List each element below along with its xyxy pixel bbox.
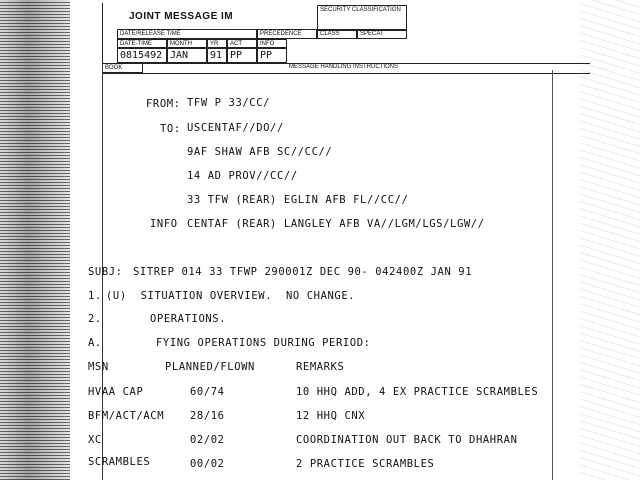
class-label: CLASS [317, 29, 357, 39]
security-classification-box [317, 5, 407, 31]
act-label: ACT [227, 39, 257, 48]
to-label: TO: [160, 123, 181, 135]
security-classification-label: SECURITY CLASSIFICATION [320, 7, 401, 13]
table-row-1-planned: 60/74 [190, 386, 225, 398]
to-line-2: 9AF SHAW AFB SC//CC// [187, 146, 333, 158]
table-row-2-msn: BFM/ACT/ACM [88, 410, 165, 422]
table-row-4-planned: 00/02 [190, 458, 225, 470]
table-row-2-remarks: 12 HHQ CNX [296, 410, 366, 422]
scan-shadow-edge [0, 0, 70, 480]
subject-text: SITREP 014 33 TFWP 290001Z DEC 90- 042400Z JAN 91 [133, 266, 473, 278]
item-a-text: FYING OPERATIONS DURING PERIOD: [156, 337, 371, 349]
item-2-number: 2. [88, 313, 102, 325]
column-header-planned: PLANNED/FLOWN [165, 361, 255, 373]
item-1-text: (U) SITUATION OVERVIEW. NO CHANGE. [106, 290, 356, 302]
month-value: JAN [167, 48, 207, 63]
dtg-value: 0815492 [117, 48, 167, 63]
handling-instructions-label: MESSAGE HANDLING INSTRUCTIONS [289, 64, 399, 70]
item-1-number: 1. [88, 290, 102, 302]
table-row-4-msn: SCRAMBLES [88, 456, 151, 468]
act-value: PP [227, 48, 257, 63]
table-row-3-planned: 02/02 [190, 434, 225, 446]
table-row-3-msn: XC [88, 434, 102, 446]
month-label: MONTH [167, 39, 207, 48]
to-line-4: 33 TFW (REAR) EGLIN AFB FL//CC// [187, 194, 409, 206]
to-line-1: USCENTAF//DO// [187, 122, 284, 134]
column-header-msn: MSN [88, 361, 109, 373]
info-addressee-label: INFO [150, 218, 178, 230]
info-value: PP [257, 48, 287, 63]
right-margin-line [552, 70, 553, 480]
precedence-label: PRECEDENCE [257, 29, 317, 39]
scan-noise [580, 0, 640, 480]
from-label: FROM: [146, 98, 181, 110]
table-row-4-remarks: 2 PRACTICE SCRAMBLES [296, 458, 435, 470]
specat-label: SPECAT [357, 29, 407, 39]
table-row-3-remarks: COORDINATION OUT BACK TO DHAHRAN [296, 434, 518, 446]
to-line-3: 14 AD PROV//CC// [187, 170, 298, 182]
yr-label: YR [207, 39, 227, 48]
yr-value: 91 [207, 48, 227, 63]
message-form-header [102, 3, 551, 83]
dtg-label: DATE-TIME [117, 39, 167, 48]
from-value: TFW P 33/CC/ [187, 97, 271, 109]
subject-label: SUBJ: [88, 266, 123, 278]
form-rule-bottom [102, 73, 590, 74]
item-a-number: A. [88, 337, 102, 349]
item-2-text: OPERATIONS. [150, 313, 227, 325]
column-header-remarks: REMARKS [296, 361, 345, 373]
form-rule-top [102, 63, 590, 64]
release-time-label: DATE/RELEASE TIME [117, 29, 257, 39]
info-addressee-value: CENTAF (REAR) LANGLEY AFB VA//LGM/LGS/LGW// [187, 218, 485, 230]
info-label: INFO [257, 39, 287, 48]
form-title: JOINT MESSAGE IM [129, 11, 234, 22]
book-label: BOOK [103, 63, 143, 73]
table-row-2-planned: 28/16 [190, 410, 225, 422]
table-row-1-remarks: 10 HHQ ADD, 4 EX PRACTICE SCRAMBLES [296, 386, 539, 398]
table-row-1-msn: HVAA CAP [88, 386, 144, 398]
